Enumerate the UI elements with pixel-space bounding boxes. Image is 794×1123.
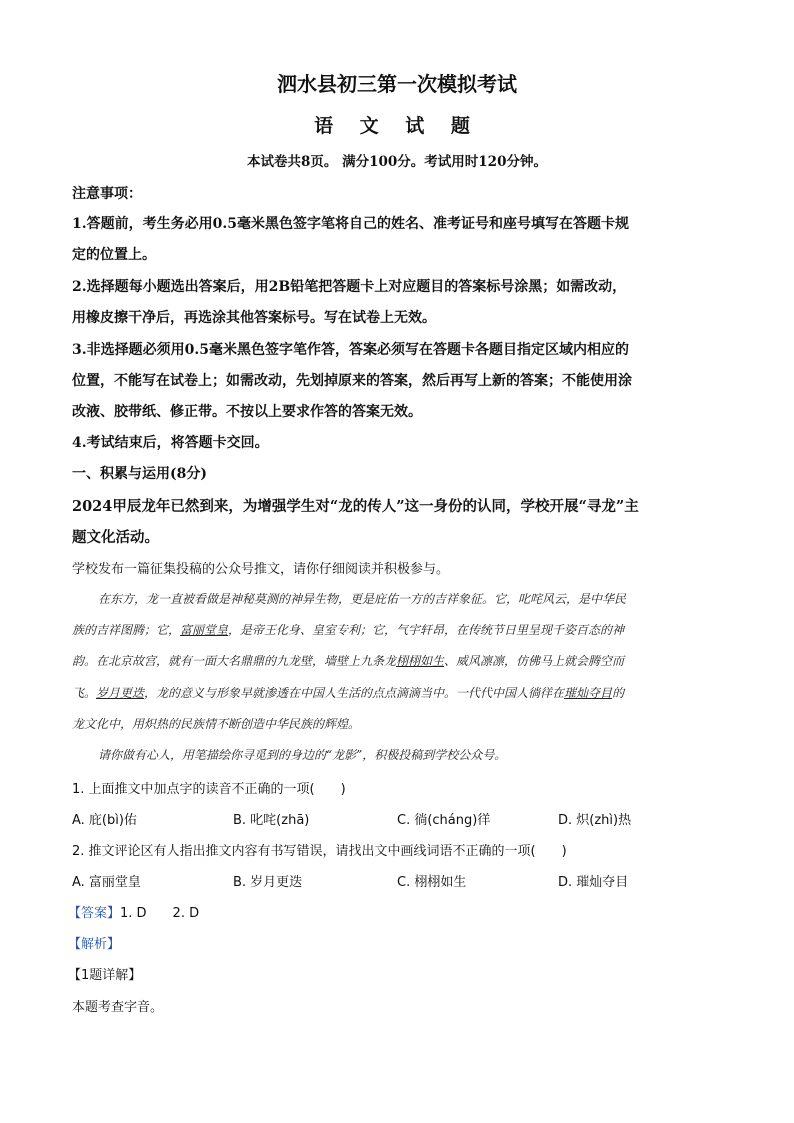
underlined-term-fulitanghuang: 富丽堂皇	[180, 623, 229, 637]
note-item-1-line-2: 定的位置上。	[72, 247, 156, 263]
detail-text: 本题考查字音。	[72, 1000, 164, 1015]
answer-value: 1. D 2. D	[120, 906, 200, 921]
passage-text: 的	[612, 686, 625, 700]
note-item-4: 4.考试结束后，将答题卡交回。	[72, 435, 269, 451]
passage-text: 、威风凛凛，仿佛马上就会腾空而	[444, 654, 625, 668]
passage-line-3	[72, 652, 624, 669]
exam-title: 泗水县初三第一次模拟考试	[277, 72, 517, 96]
question-1-option-c: C. 徜(cháng)徉	[397, 813, 491, 828]
passage-text: ，龙的意义与形象早就渗透在中国人生活的点点滴滴当中。一代代中国人徜徉在	[144, 686, 565, 700]
notes-heading: 注意事项：	[72, 186, 142, 202]
question-2-option-c: C. 栩栩如生	[397, 875, 467, 890]
note-item-2-line-1: 2.选择题每小题选出答案后，用2B铅笔把答题卡上对应题目的答案标号涂黑；如需改动，	[72, 279, 627, 295]
question-1-option-a: A. 庇(bì)佑	[72, 813, 137, 828]
passage-text: 族的吉祥图腾；它，	[72, 623, 181, 637]
exam-info: 本试卷共8页。 满分100分。考试用时120分钟。	[247, 154, 547, 170]
underlined-term-suiyuegengdie: 岁月更迭	[96, 686, 145, 700]
question-1-option-b: B. 叱咤(zhā)	[233, 813, 310, 828]
passage-line-5: 龙文化中，用炽热的民族情不断创造中华民族的辉煌。	[72, 717, 361, 731]
section-1-lead: 学校发布一篇征集投稿的公众号推文，请你仔细阅读并积极参与。	[72, 562, 450, 577]
note-item-1-line-1: 1.答题前，考生务必用0.5毫米黑色签字笔将自己的姓名、准考证号和座号填写在答题卡规	[72, 216, 629, 232]
underlined-term-cuicanduomu: 璀灿夺目	[564, 686, 613, 700]
passage-line-4	[72, 684, 624, 701]
question-2-option-d: D. 璀灿夺目	[558, 875, 629, 890]
section-1-intro-line-1: 2024甲辰龙年已然到来，为增强学生对“龙的传人”这一身份的认同，学校开展“寻龙”主	[72, 498, 639, 515]
analysis-label: 【解析】	[68, 937, 121, 952]
passage-line-2	[72, 621, 624, 638]
answer-label: 【答案】	[68, 906, 121, 921]
passage-text: ，是帝王化身、皇室专利；它，气宇轩昂，在传统节日里呈现千姿百态的神	[228, 623, 625, 637]
question-2-option-b: B. 岁月更迭	[233, 875, 303, 890]
underlined-term-xuxurusheng: 栩栩如生	[396, 654, 445, 668]
question-1-option-d: D. 炽(zhì)热	[558, 813, 632, 828]
note-item-3-line-3: 改液、胶带纸、修正带。不按以上要求作答的答案无效。	[72, 404, 422, 420]
answer-line	[68, 902, 199, 921]
note-item-3-line-2: 位置，不能写在试卷上；如需改动，先划掉原来的答案，然后再写上新的答案；不能使用涂	[72, 373, 632, 389]
exam-subtitle: 语 文 试 题	[314, 115, 480, 137]
passage-text: 韵。在北京故宫，就有一面大名鼎鼎的九龙壁，墙壁上九条龙	[72, 654, 397, 668]
note-item-3-line-1: 3.非选择题必须用0.5毫米黑色签字笔作答，答案必须写在答题卡各题目指定区域内相应的	[72, 342, 629, 358]
section-1-heading: 一、积累与运用(8分)	[72, 466, 207, 482]
detail-label: 【1题详解】	[68, 968, 142, 983]
passage-line-1: 在东方，龙一直被看做是神秘莫测的神异生物，更是庇佑一方的吉祥象征。它，叱咤风云，是中华民	[98, 592, 627, 606]
passage-paragraph-2: 请你做有心人，用笔描绘你寻觅到的身边的“龙影”，积极投稿到学校公众号。	[98, 748, 507, 762]
question-1: 1. 上面推文中加点字的读音不正确的一项( )	[72, 782, 346, 797]
question-2: 2. 推文评论区有人指出推文内容有书写错误，请找出文中画线词语不正确的一项( )	[72, 844, 567, 859]
passage-text: 飞。	[72, 686, 97, 700]
section-1-intro-line-2: 题文化活动。	[72, 529, 159, 546]
note-item-2-line-2: 用橡皮擦干净后，再选涂其他答案标号。写在试卷上无效。	[72, 310, 436, 326]
question-2-option-a: A. 富丽堂皇	[72, 875, 141, 890]
